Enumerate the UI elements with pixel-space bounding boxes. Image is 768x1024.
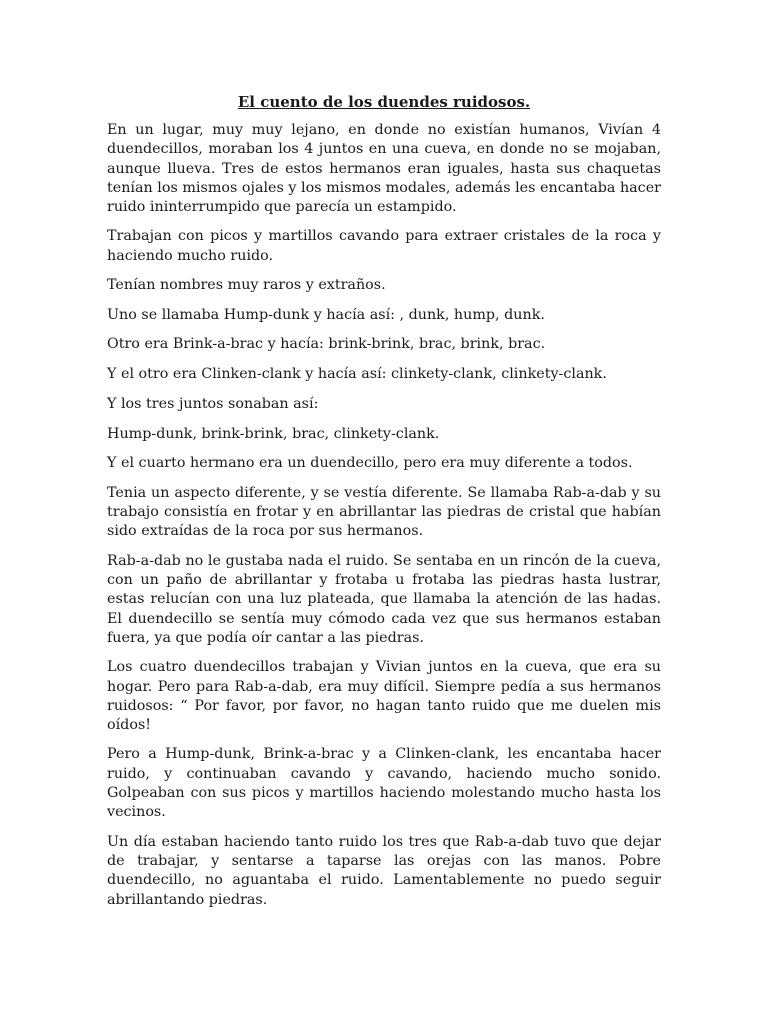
document-page bbox=[107, 92, 661, 920]
paragraph-fourth-brother: Y el cuarto hermano era un duendecillo, pero era muy diferente a todos. bbox=[107, 455, 633, 472]
paragraph-clinken-clank: Y el otro era Clinken-clank y hacía así: clinkety-clank, clinkety-clank. bbox=[107, 366, 607, 383]
paragraph-intro: En un lugar, muy muy lejano, en donde no existían humanos, Vivían 4 duendecillos, moraban los 4 juntos en una cueva, en donde no se mojaban, aunque llueva. Tres de estos hermanos eran iguales, hasta sus chaquetas tenían los mismos ojales y los mismos modales, además les encantaba hacer ruido ininterrumpido que parecía un estampido. bbox=[107, 122, 661, 216]
paragraph-no-noise: Rab-a-dab no le gustaba nada el ruido. Se sentaba en un rincón de la cueva, con un paño de abrillantar y frotaba u frotaba las piedras hasta lustrar, estas relucían con una luz plateada, que llamaba la atención de las hadas. El duendecillo se sentía muy cómodo cada vez que sus hermanos estaban fuera, ya que podía oír cantar a las piedras. bbox=[107, 552, 661, 646]
paragraph-one-day: Un día estaban haciendo tanto ruido los tres que Rab-a-dab tuvo que dejar de trabajar, y sentarse a taparse las orejas con las manos. Pobre duendecillo, no aguantaba el ruido. Lamentablemente no puedo seguir abrillantando piedras. bbox=[107, 833, 661, 908]
paragraph-hump-dunk: Uno se llamaba Hump-dunk y hacía así: , dunk, hump, dunk. bbox=[107, 306, 545, 323]
paragraph-rab-a-dab: Tenia un aspecto diferente, y se vestía diferente. Se llamaba Rab-a-dab y su trabajo consistía en frotar y en abrillantar las piedras de cristal que habían sido extraídas de la roca por sus hermanos. bbox=[107, 484, 661, 540]
paragraph-home: Los cuatro duendecillos trabajan y Vivian juntos en la cueva, que era su hogar. Pero para Rab-a-dab, era muy difícil. Siempre pedía a sus hermanos ruidosos: “ Por favor, por favor, no hagan tanto ruido que me duelen mis oídos! bbox=[107, 659, 661, 734]
paragraph-brothers-noise: Pero a Hump-dunk, Brink-a-brac y a Clinken-clank, les encantaba hacer ruido, y continuaban cavando y cavando, haciendo mucho sonido. Golpeaban con sus picos y martillos haciendo molestando mucho hasta los vecinos. bbox=[107, 746, 661, 821]
paragraph-sounds: Hump-dunk, brink-brink, brac, clinkety-clank. bbox=[107, 425, 440, 442]
paragraph-work: Trabajan con picos y martillos cavando para extraer cristales de la roca y haciendo mucho ruido. bbox=[107, 228, 661, 264]
paragraph-names: Tenían nombres muy raros y extraños. bbox=[107, 277, 386, 294]
paragraph-brink-a-brac: Otro era Brink-a-brac y hacía: brink-brink, brac, brink, brac. bbox=[107, 336, 546, 353]
paragraph-together: Y los tres juntos sonaban así: bbox=[107, 395, 319, 412]
story-title: El cuento de los duendes ruidosos. bbox=[237, 93, 531, 111]
